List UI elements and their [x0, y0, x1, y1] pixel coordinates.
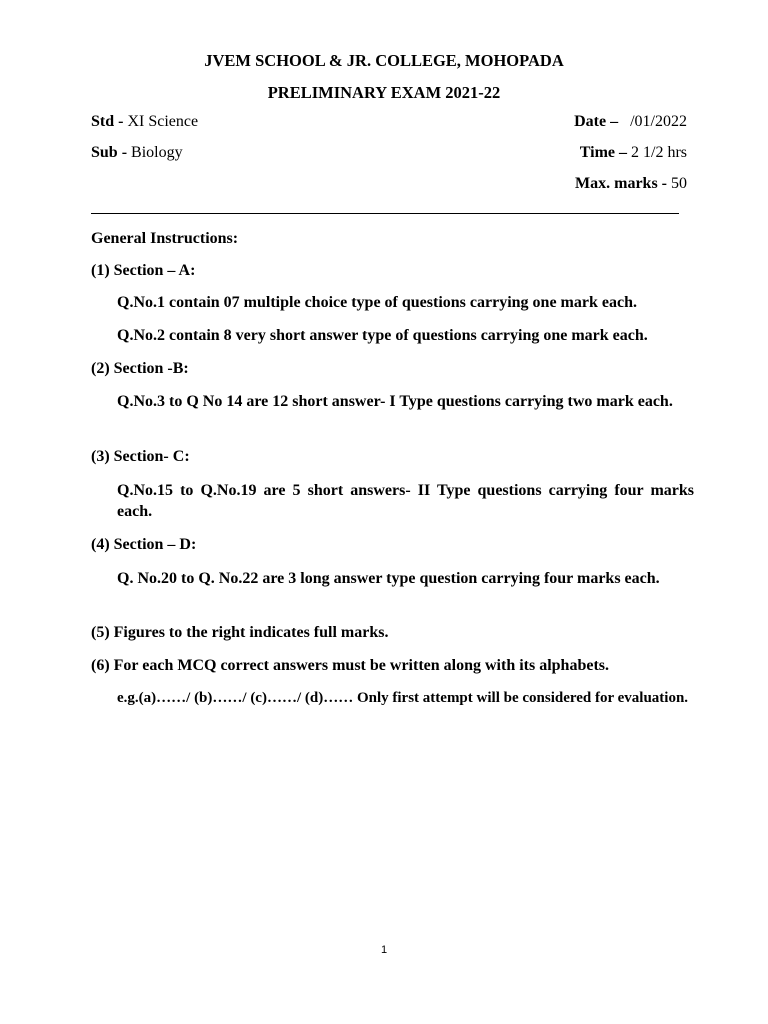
marks-field — [575, 175, 687, 193]
marks-label: Max. marks - — [575, 175, 667, 192]
meta-row-sub-time — [91, 144, 687, 166]
time-label: Time – — [579, 144, 627, 161]
time-field — [580, 144, 687, 162]
exam-title: PRELIMINARY EXAM 2021-22 — [267, 83, 501, 102]
std-field — [91, 113, 198, 131]
std-value: XI Science — [127, 113, 199, 130]
header-divider — [91, 213, 679, 214]
section-c-text: Q.No.15 to Q.No.19 are 5 short answers- II Type questions carrying four marks each. — [117, 482, 694, 520]
date-value: /01/2022 — [630, 113, 687, 130]
section-b-heading: (2) Section -B: — [91, 360, 189, 377]
sub-field — [91, 144, 183, 162]
section-c-heading: (3) Section- C: — [91, 448, 190, 465]
sub-label: Sub - — [91, 144, 128, 161]
section-d-heading: (4) Section – D: — [91, 536, 197, 553]
mcq-example: e.g.(a)……/ (b)……/ (c)……/ (d)…… Only first attempt will be considered for evaluation. — [117, 690, 689, 706]
std-label: Std - — [91, 113, 124, 130]
school-name: JVEM SCHOOL & JR. COLLEGE, MOHOPADA — [204, 51, 564, 70]
marks-value: 50 — [671, 175, 687, 192]
section-b-text: Q.No.3 to Q No 14 are 12 short answer- I Type questions carrying two mark each. — [117, 393, 673, 410]
date-label: Date – — [574, 113, 619, 130]
meta-row-marks — [91, 175, 687, 197]
sub-value: Biology — [131, 144, 183, 161]
date-field — [574, 113, 687, 131]
section-d-text: Q. No.20 to Q. No.22 are 3 long answer type question carrying four marks each. — [117, 570, 660, 587]
meta-row-std-date — [91, 113, 687, 135]
page-number: 1 — [380, 944, 388, 956]
instructions-heading: General Instructions: — [91, 230, 239, 247]
section-a-q1: Q.No.1 contain 07 multiple choice type of questions carrying one mark each. — [117, 294, 637, 311]
note-mcq: (6) For each MCQ correct answers must be written along with its alphabets. — [91, 657, 610, 674]
section-a-q2: Q.No.2 contain 8 very short answer type of questions carrying one mark each. — [117, 327, 648, 344]
time-value: 2 1/2 hrs — [631, 144, 687, 161]
note-full-marks: (5) Figures to the right indicates full marks. — [91, 624, 389, 641]
section-a-heading: (1) Section – A: — [91, 262, 196, 279]
